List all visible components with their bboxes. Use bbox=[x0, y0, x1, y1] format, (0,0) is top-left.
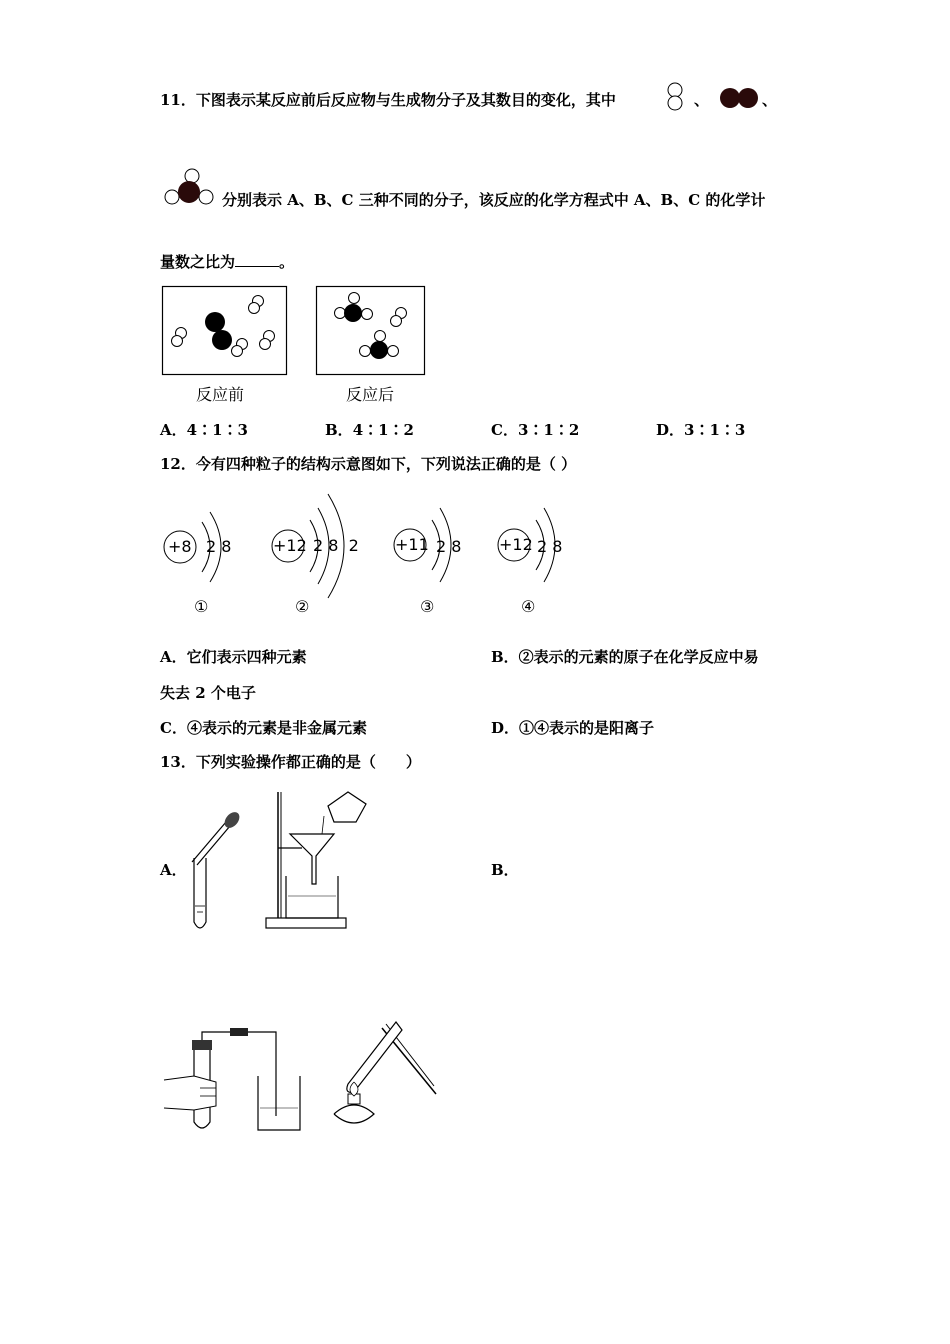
option-text: 4∶1∶3 bbox=[186, 421, 248, 439]
q12-option-c[interactable]: C．④表示的元素是非金属元素 bbox=[160, 719, 367, 737]
airtightness-check-illustration bbox=[160, 1024, 305, 1134]
atom-index-1: ① bbox=[194, 597, 209, 616]
caption-before: 反应前 bbox=[196, 385, 245, 404]
q11-line3-prefix: 量数之比为 bbox=[160, 253, 236, 271]
option-label: D． bbox=[656, 421, 685, 439]
q12-option-b-cont: 失去 2 个电子 bbox=[160, 684, 256, 702]
option-label: A． bbox=[160, 421, 187, 439]
q12-option-a[interactable]: A．它们表示四种元素 bbox=[160, 648, 307, 666]
atom-diagram-3 bbox=[390, 500, 490, 590]
heating-test-tube-illustration bbox=[326, 1016, 438, 1134]
option-label: B． bbox=[325, 421, 353, 439]
dropper-test-tube-illustration bbox=[186, 810, 246, 935]
molecule-b-icon bbox=[718, 86, 762, 110]
atom-shells-label-3: 2 8 bbox=[436, 537, 462, 556]
atom-nucleus-3: +11 bbox=[395, 535, 429, 554]
q11-option-a[interactable] bbox=[160, 420, 248, 440]
reaction-before-box bbox=[162, 286, 288, 376]
q12-option-d[interactable]: D．①④表示的是阳离子 bbox=[491, 719, 655, 737]
q11-sep2: 、 bbox=[762, 91, 778, 109]
atom-nucleus-2: +12 bbox=[273, 536, 307, 555]
atom-shells-label-2: 2 8 2 bbox=[313, 536, 359, 555]
q11-option-d[interactable] bbox=[656, 420, 745, 440]
molecule-a-icon bbox=[664, 81, 686, 113]
caption-after: 反应后 bbox=[346, 385, 395, 404]
atom-shells-label-4: 2 8 bbox=[537, 537, 563, 556]
atom-diagram-4 bbox=[494, 500, 594, 590]
atom-index-2: ② bbox=[295, 597, 310, 616]
q11-option-b[interactable] bbox=[325, 420, 414, 440]
option-text: 3∶1∶3 bbox=[684, 421, 746, 439]
option-label: C． bbox=[491, 421, 518, 439]
q11-line3 bbox=[160, 252, 294, 272]
q12-stem: 12．今有四种粒子的结构示意图如下，下列说法正确的是（ ） bbox=[160, 455, 577, 473]
atom-index-4: ④ bbox=[521, 597, 536, 616]
q11-sep1: 、 bbox=[694, 91, 710, 109]
atom-shells-label-1: 2 8 bbox=[206, 537, 232, 556]
q11-option-c[interactable] bbox=[491, 420, 579, 440]
option-text: 3∶1∶2 bbox=[517, 421, 580, 439]
atom-index-3: ③ bbox=[420, 597, 435, 616]
answer-blank[interactable] bbox=[235, 252, 279, 267]
q13-option-a[interactable]: A． bbox=[160, 861, 187, 879]
q13-stem: 13．下列实验操作都正确的是（ ） bbox=[160, 753, 421, 771]
atom-diagram-1 bbox=[160, 500, 260, 590]
q13-option-b[interactable]: B． bbox=[491, 861, 519, 879]
atom-nucleus-4: +12 bbox=[499, 535, 533, 554]
molecule-c-icon bbox=[162, 166, 218, 208]
q11-line3-suffix: 。 bbox=[279, 253, 295, 271]
reaction-after-box bbox=[316, 286, 426, 376]
q12-option-b[interactable]: B．②表示的元素的原子在化学反应中易 bbox=[491, 648, 759, 666]
q11-line2: 分别表示 A、B、C 三种不同的分子，该反应的化学方程式中 A、B、C 的化学计 bbox=[222, 191, 766, 209]
q11-line1-text: 11．下图表示某反应前后反应物与生成物分子及其数目的变化，其中 bbox=[160, 91, 616, 109]
option-text: 4∶1∶2 bbox=[352, 421, 414, 439]
atom-diagram-2 bbox=[268, 488, 378, 598]
q11-line1 bbox=[160, 90, 616, 110]
filtration-illustration bbox=[262, 786, 374, 931]
atom-nucleus-1: +8 bbox=[168, 537, 192, 556]
